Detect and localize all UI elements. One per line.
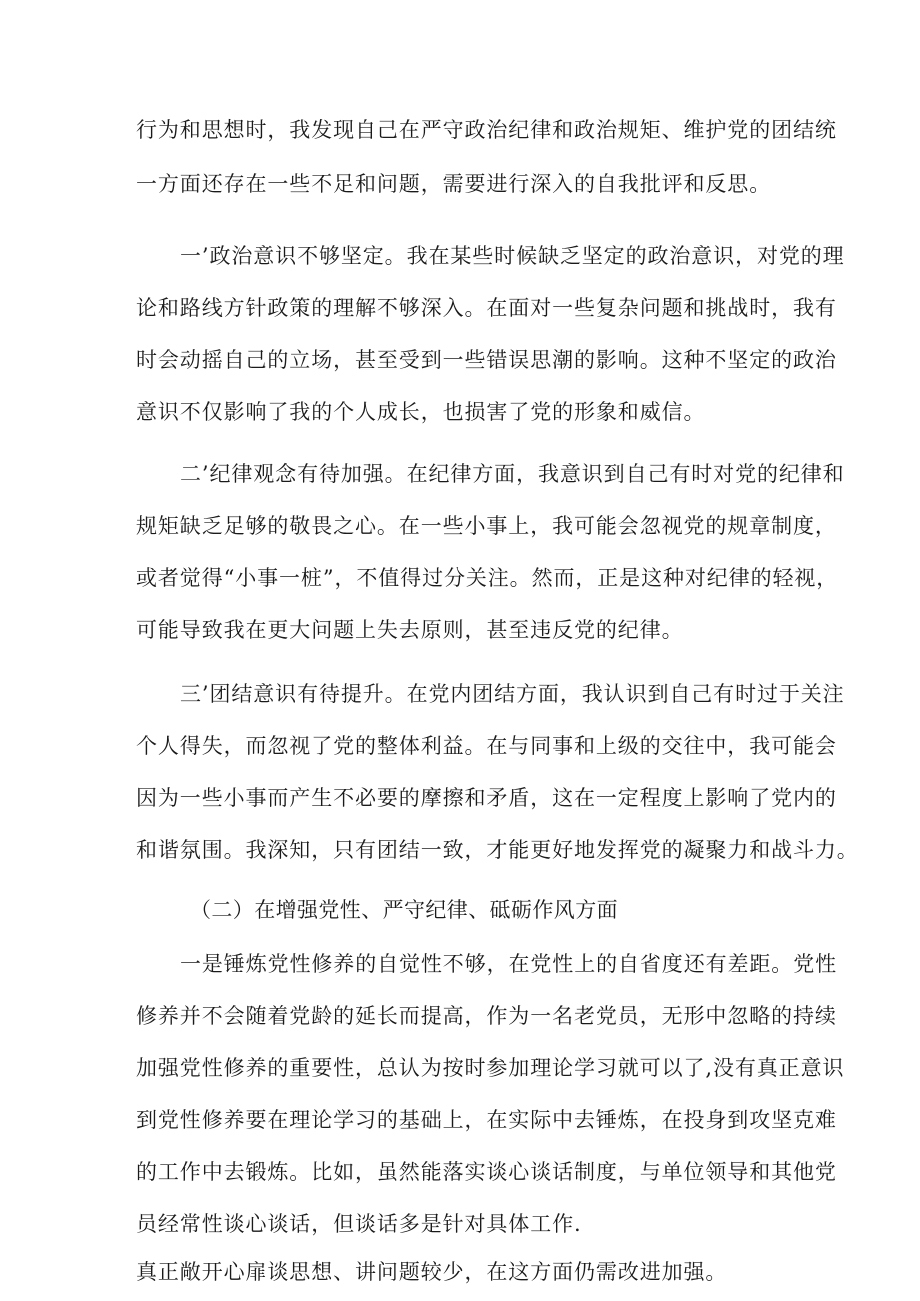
text-line: 因为一些小事而产生不必要的摩擦和矛盾，这在一定程度上影响了党内的: [136, 786, 837, 810]
text-line: 规矩缺乏足够的敬畏之心。在一些小事上，我可能会忽视党的规章制度，: [136, 514, 837, 538]
text-line: 员经常性谈心谈话，但谈话多是针对具体工作.: [136, 1212, 582, 1236]
text-line: 个人得失，而忽视了党的整体利益。在与同事和上级的交往中，我可能会: [136, 734, 837, 758]
section-subheading: （二）在增强党性、严守纪律、砥砺作风方面: [190, 898, 618, 922]
text-line: 到党性修养要在理论学习的基础上，在实际中去锤炼，在投身到攻坚克难: [136, 1108, 837, 1132]
text-line: 或者觉得“小事一桩”，不值得过分关注。然而，正是这种对纪律的轻视，: [136, 566, 839, 590]
text-line: 修养并不会随着党龄的延长而提高，作为一名老党员，无形中忽略的持续: [136, 1004, 837, 1028]
paragraph-heading-3: 三’团结意识有待提升。在党内团结方面，我认识到自己有时过于关注: [180, 682, 845, 706]
paragraph-heading-1: 一’政治意识不够坚定。我在某些时候缺乏坚定的政治意识，对党的理: [180, 244, 845, 268]
text-line: 一方面还存在一些不足和问题，需要进行深入的自我批评和反思。: [136, 172, 772, 196]
text-line: 真正敞开心扉谈思想、讲问题较少，在这方面仍需改进加强。: [136, 1260, 728, 1284]
text-line: 和谐氛围。我深知，只有团结一致，才能更好地发挥党的凝聚力和战斗力。: [136, 838, 859, 862]
text-line: 意识不仅影响了我的个人成长，也损害了党的形象和威信。: [136, 400, 706, 424]
text-line: 的工作中去锻炼。比如，虽然能落实谈心谈话制度，与单位领导和其他党: [136, 1160, 837, 1184]
text-line: 论和路线方针政策的理解不够深入。在面对一些复杂问题和挑战时，我有: [136, 296, 837, 320]
text-line: 可能导致我在更大问题上失去原则，甚至违反党的纪律。: [136, 618, 684, 642]
text-line: 加强党性修养的重要性，总认为按时参加理论学习就可以了,没有真正意识: [136, 1056, 845, 1080]
paragraph-heading-2: 二’纪律观念有待加强。在纪律方面，我意识到自己有时对党的纪律和: [180, 462, 845, 486]
text-line: 时会动摇自己的立场，甚至受到一些错误思潮的影响。这种不坚定的政治: [136, 348, 837, 372]
text-line: 一是锤炼党性修养的自觉性不够，在党性上的自省度还有差距。党性: [180, 952, 837, 976]
text-line: 行为和思想时，我发现自己在严守政治纪律和政治规矩、维护党的团结统: [136, 118, 837, 142]
